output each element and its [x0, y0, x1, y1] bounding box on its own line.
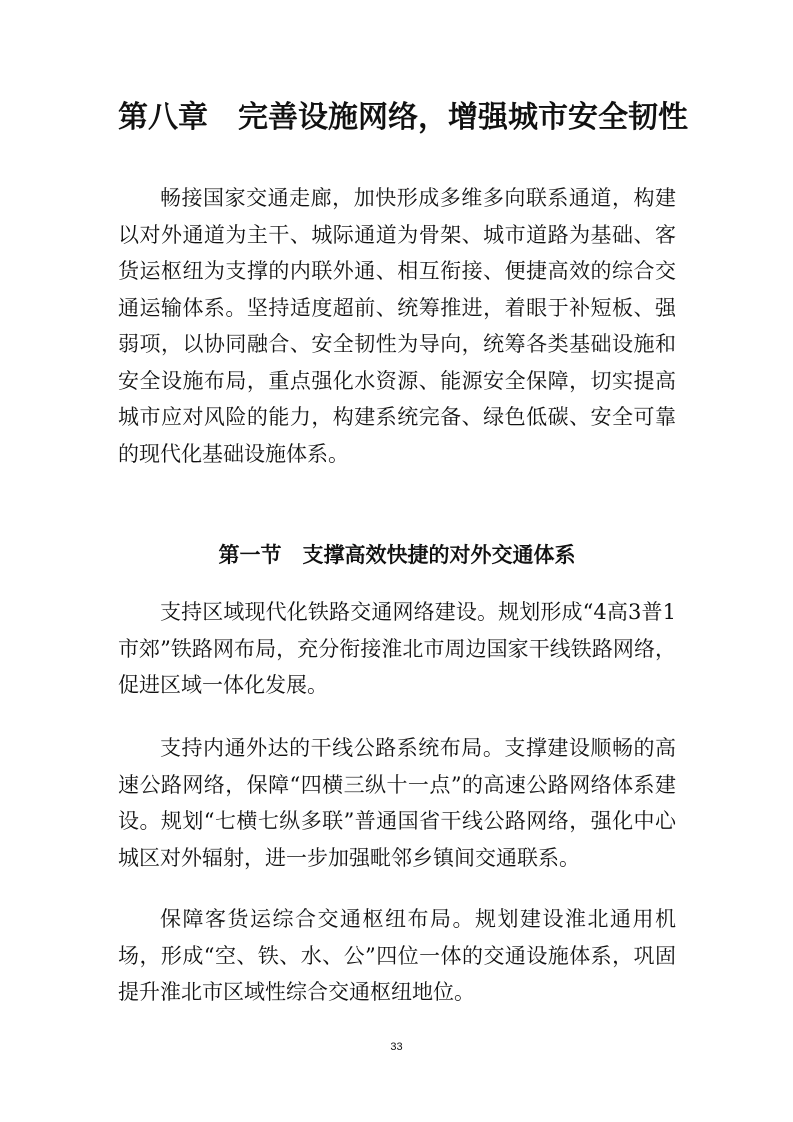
chapter-title: 第八章 完善设施网络，增强城市安全韧性: [118, 100, 688, 135]
intro-paragraph: 畅接国家交通走廊，加快形成多维多向联系通道，构建以对外通道为主干、城际通道为骨架、城市道路为基础、客货运枢纽为支撑的内联外通、相互衔接、便捷高效的综合交通运输体系。坚持适度超前、统筹推进，着眼于补短板、强弱项，以协同融合、安全韧性为导向，统筹各类基础设施和安全设施布局，重点强化水资源、能源安全保障，切实提高城市应对风险的能力，构建系统完备、绿色低碳、安全可靠的现代化基础设施体系。: [118, 186, 676, 466]
paragraph-railway: 支持区域现代化铁路交通网络建设。规划形成“4高3普1市郊”铁路网布局，充分衔接淮北市周边国家干线铁路网络，促进区域一体化发展。: [118, 600, 676, 697]
paragraph-highway: 支持内通外达的干线公路系统布局。支撑建设顺畅的高速公路网络，保障“四横三纵十一点”的高速公路网络体系建设。规划“七横七纵多联”普通国省干线公路网络，强化中心城区对外辐射，进一步加强毗邻乡镇间交通联系。: [118, 736, 676, 870]
page-number: 33: [390, 1041, 403, 1053]
section-title: 第一节 支撑高效快捷的对外交通体系: [218, 543, 576, 567]
paragraph-hub: 保障客货运综合交通枢纽布局。规划建设淮北通用机场，形成“空、铁、水、公”四位一体的交通设施体系，巩固提升淮北市区域性综合交通枢纽地位。: [118, 907, 676, 1004]
